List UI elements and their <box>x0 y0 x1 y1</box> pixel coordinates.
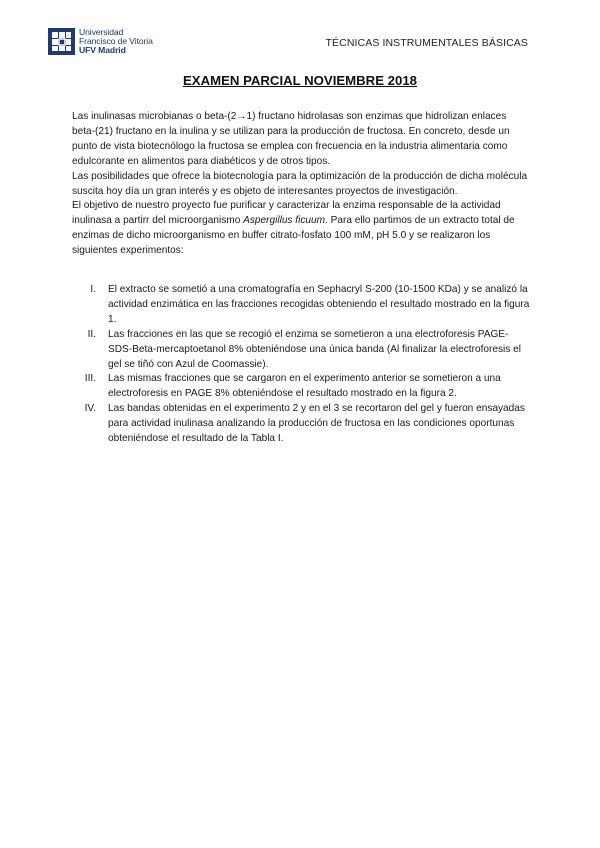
logo-line-university: Universidad <box>79 27 124 37</box>
list-item-number: III. <box>84 373 96 385</box>
course-title: TÉCNICAS INSTRUMENTALES BÁSICAS <box>325 37 528 49</box>
intro-text <box>72 110 530 259</box>
list-item-text: Las bandas obtenidas en el experimento 2 y en el 3 se recortaron del gel y fueron ensayadas para actividad inulinasa analizando la producción de fructosa en las condiciones oportunas obteniéndose el resultado de la Tabla I. <box>108 403 525 445</box>
list-item <box>72 372 532 402</box>
organism-name: Aspergillus ficuum <box>243 215 326 227</box>
paragraph-3-lead: El objetivo de nuestro proyecto fue purificar y caracterizar la enzima responsable de la actividad inulinasa a partirr del microorganismo <box>72 200 501 227</box>
paragraph-3 <box>72 199 530 259</box>
list-item <box>72 402 532 447</box>
list-item-number: II. <box>87 328 96 340</box>
university-logo <box>48 28 178 58</box>
paragraph-1: Las inulinasas microbianas o beta-(2→1) fructano hidrolasas son enzimas que hidrolizan enlaces beta-(21) fructano en la inulina y se utilizan para la producción de fructosa. En concreto, desde un punto de vista biotecnólogo la fructosa se emplea con frecuencia en la industria alimentaria como edulcorante en alimentos para diabéticos y de otros tipos. <box>72 111 510 167</box>
list-item-text: Las mismas fracciones que se cargaron en el experimento anterior se sometieron a una electroforesis en PAGE 8% obteniéndose el resultado mostrado en la figura 2. <box>108 373 501 400</box>
experiments-list <box>72 283 532 447</box>
ufv-emblem-icon <box>48 28 75 55</box>
logo-line-campus: UFV Madrid <box>79 45 126 56</box>
exam-title: EXAMEN PARCIAL NOVIEMBRE 2018 <box>182 73 417 88</box>
list-item-text: El extracto se sometió a una cromatografía en Sephacryl S-200 (10-1500 KDa) y se analizó la actividad enzimática en las fracciones recogidas obteniendo el resultado mostrado en la figura 1. <box>108 284 530 325</box>
logo-wordmark <box>79 28 179 56</box>
list-item <box>72 283 532 328</box>
paragraph-3-tail: . Para ello partimos de un extracto total de enzimas de dicho microorganismo en buffer citrato-fosfato 100 mM, pH 5.0 y se realizaron los siguientes experimentos: <box>72 215 515 257</box>
list-item <box>72 328 532 373</box>
logo-line-name: Francisco de Vitoria <box>79 36 153 47</box>
list-item-number: I. <box>90 284 96 295</box>
list-item-text: Las fracciones en las que se recogió el enzima se sometieron a una electroforesis PAGE-SDS-Beta-mercaptoetanol 8% obteniéndose una única banda (Al finalizar la electroforesis el gel se tiñó con Azul de Coomassie). <box>108 328 521 370</box>
list-item-number: IV. <box>84 403 96 415</box>
paragraph-2: Las posibilidades que ofrece la biotecnología para la optimización de la producción de dicha molécula suscita hoy día un gran interés y es objeto de interesantes proyectos de investigación. <box>72 170 528 197</box>
